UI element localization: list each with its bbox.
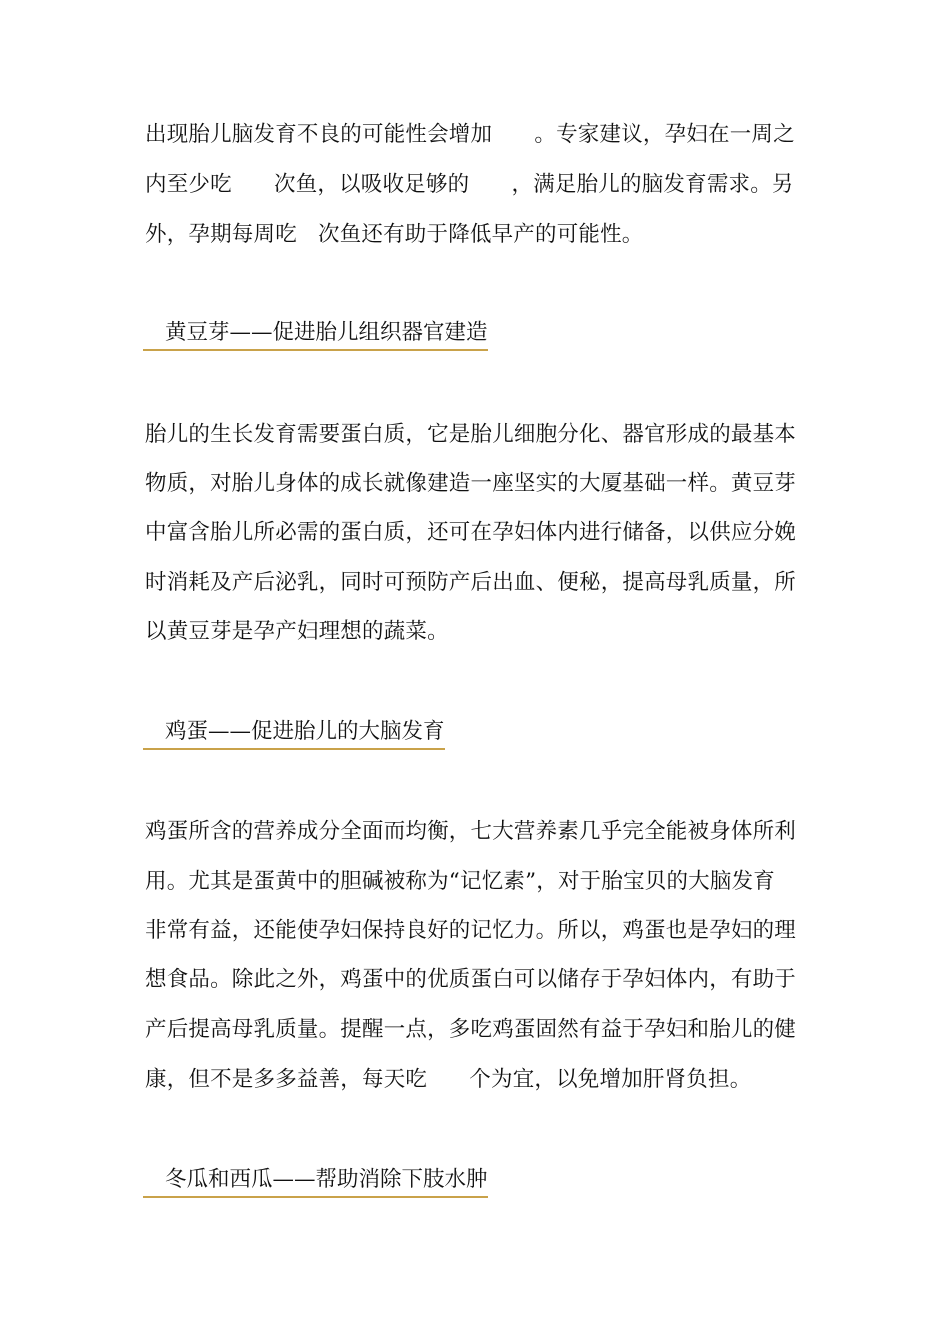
heading-egg: 鸡蛋——促进胎儿的大脑发育 (143, 717, 445, 750)
paragraph-fish-line-1: 出现胎儿脑发育不良的可能性会增加 。专家建议，孕妇在一周之 (145, 122, 795, 147)
paragraph-soybean-line-1: 胎儿的生长发育需要蛋白质，它是胎儿细胞分化、器官形成的最基本 (145, 422, 797, 447)
paragraph-egg-line-1: 鸡蛋所含的营养成分全面而均衡，七大营养素几乎完全能被身体所利 (145, 819, 797, 844)
paragraph-fish-line-2: 内至少吃 次鱼，以吸收足够的 ，满足胎儿的脑发育需求。另 (145, 172, 794, 197)
paragraph-fish-line-3: 外，孕期每周吃 次鱼还有助于降低早产的可能性。 (145, 222, 644, 247)
paragraph-soybean-line-3: 中富含胎儿所必需的蛋白质，还可在孕妇体内进行储备，以供应分娩 (145, 520, 797, 545)
paragraph-soybean-line-4: 时消耗及产后泌乳，同时可预防产后出血、便秘，提高母乳质量，所 (145, 570, 797, 595)
paragraph-egg-line-4: 想食品。除此之外，鸡蛋中的优质蛋白可以储存于孕妇体内，有助于 (145, 967, 797, 992)
heading-winter-melon-watermelon: 冬瓜和西瓜——帮助消除下肢水肿 (143, 1165, 488, 1198)
paragraph-egg-line-2: 用。尤其是蛋黄中的胆碱被称为“记忆素”，对于胎宝贝的大脑发育 (145, 869, 775, 894)
heading-soybean-sprouts: 黄豆芽——促进胎儿组织器官建造 (143, 318, 488, 351)
paragraph-soybean-line-5: 以黄豆芽是孕产妇理想的蔬菜。 (145, 619, 449, 644)
paragraph-egg-line-5: 产后提高母乳质量。提醒一点，多吃鸡蛋固然有益于孕妇和胎儿的健 (145, 1017, 797, 1042)
paragraph-egg-line-6: 康，但不是多多益善，每天吃 个为宜，以免增加肝肾负担。 (145, 1067, 752, 1092)
paragraph-soybean-line-2: 物质，对胎儿身体的成长就像建造一座坚实的大厦基础一样。黄豆芽 (145, 471, 797, 496)
paragraph-egg-line-3: 非常有益，还能使孕妇保持良好的记忆力。所以，鸡蛋也是孕妇的理 (145, 918, 797, 943)
